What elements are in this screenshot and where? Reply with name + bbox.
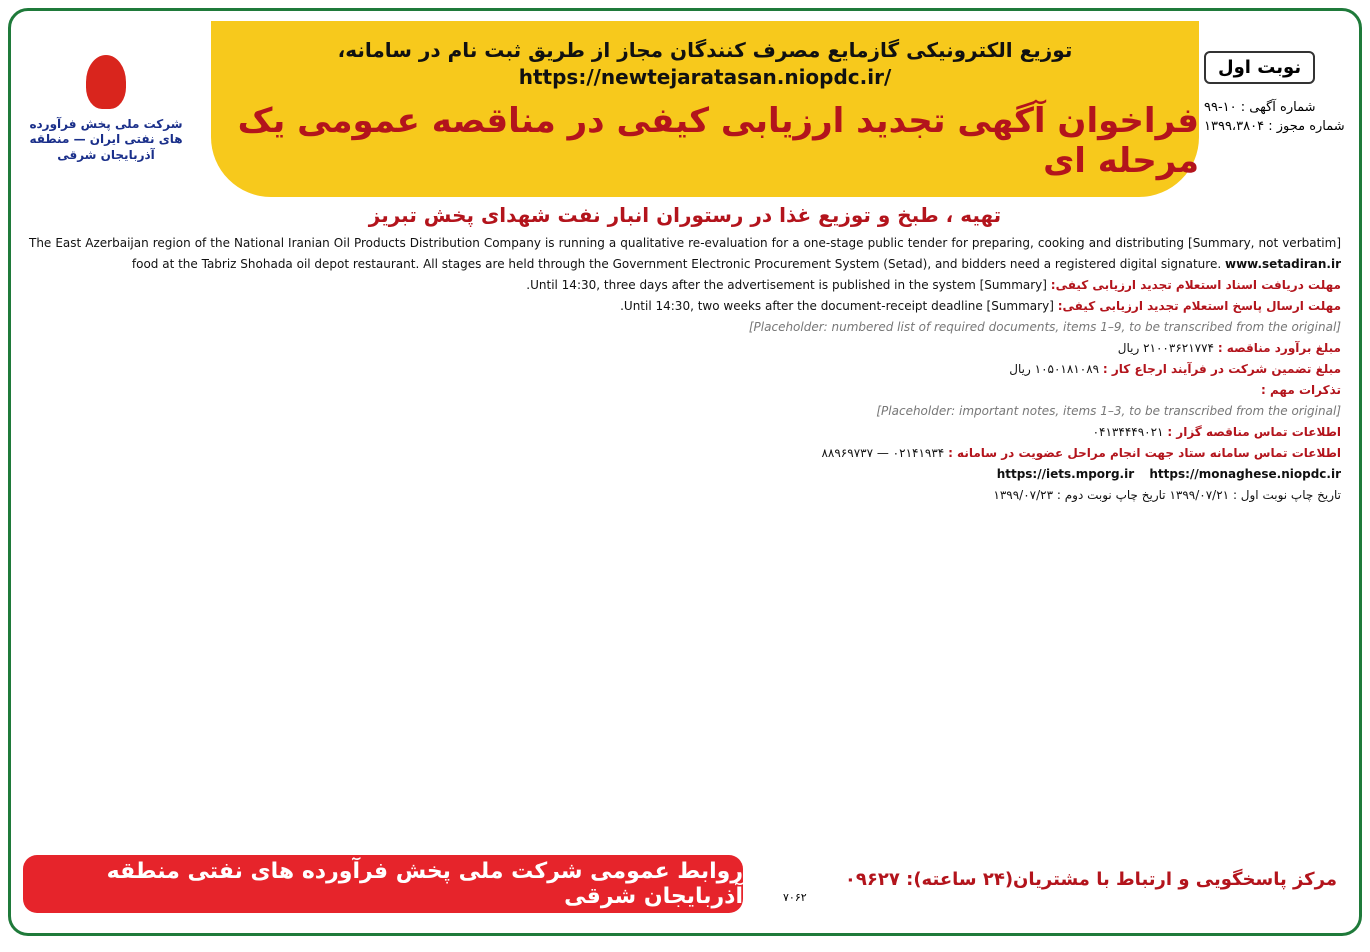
call-center: مرکز پاسخگویی و ارتباط با مشتریان(۲۴ ساعته): ۰۹۶۲۷ bbox=[844, 869, 1337, 890]
documents-list: [Placeholder: numbered list of required documents, items 1–9, to be transcribed from the original] bbox=[748, 320, 1341, 334]
meta-block bbox=[1204, 21, 1349, 197]
notes-heading: تذکرات مهم : bbox=[1261, 383, 1341, 397]
websites bbox=[29, 464, 1341, 485]
pr-banner: روابط عمومی شرکت ملی پخش فرآورده های نفتی منطقه آذربایجان شرقی bbox=[23, 855, 743, 913]
intro-summary: [Summary, not verbatim] The East Azerbaijan region of the National Iranian Oil Products Distribution Company is running a qualitative re-evaluation for a one-stage public tender for preparing, cooking and distributing food at the Tabriz Shohada oil depot restaurant. All stages are held through the Government Electronic Procurement System (Setad), and bidders need a registered digital signature. www.setadiran.ir bbox=[29, 236, 1342, 271]
page-title: فراخوان آگهی تجدید ارزیابی کیفی در مناقصه عمومی یک مرحله ای bbox=[237, 101, 1199, 181]
ad-code: ۷۰۶۲ bbox=[783, 891, 807, 904]
notes-list: [Placeholder: important notes, items 1–3, to be transcribed from the original] bbox=[876, 404, 1341, 418]
setad-url[interactable]: www.setadiran.ir bbox=[1224, 257, 1341, 271]
flame-icon bbox=[86, 55, 126, 109]
setad-contact: اطلاعات تماس سامانه ستاد جهت انجام مراحل عضویت در سامانه : ۰۲۱۴۱۹۳۴ — ۸۸۹۶۹۷۳۷ bbox=[821, 446, 1341, 460]
header-url[interactable]: https://newtejaratasan.niopdc.ir/ bbox=[518, 65, 892, 89]
deadline-send: مهلت ارسال پاسخ استعلام تجدید ارزیابی کیفی: [Summary] Until 14:30, two weeks after the document-receipt deadline. bbox=[620, 299, 1341, 313]
estimate: مبلغ برآورد مناقصه : ۲۱۰۰۳۶۲۱۷۷۴ ریال bbox=[1117, 341, 1341, 355]
site-iets[interactable]: https://iets.mporg.ir bbox=[996, 467, 1135, 481]
site-monaghese[interactable]: https://monaghese.niopdc.ir bbox=[1149, 467, 1341, 481]
header bbox=[21, 21, 1349, 197]
ad-number: شماره آگهی : ۱۰-۹۹ bbox=[1204, 100, 1316, 115]
deadline-receive: مهلت دریافت اسناد استعلام تجدید ارزیابی کیفی: [Summary] Until 14:30, three days after the advertisement is published in the system. bbox=[526, 278, 1341, 292]
tender-subject: تهیه ، طبخ و توزیع غذا در رستوران انبار نفت شهدای پخش تبریز bbox=[368, 203, 1002, 227]
guarantee: مبلغ تضمین شرکت در فرآیند ارجاع کار : ۱۰۵۰۱۸۱۰۸۹ ریال bbox=[1009, 362, 1341, 376]
ad-page bbox=[8, 8, 1362, 936]
footer bbox=[23, 855, 1347, 919]
logo-caption: شرکت ملی پخش فرآورده های نفتی ایران — منطقه آذربایجان شرقی bbox=[29, 116, 183, 162]
round-badge: نوبت اول bbox=[1204, 51, 1315, 84]
permit-number: شماره مجوز : ۱۳۹۹،۳۸۰۴ bbox=[1204, 119, 1345, 134]
print-dates: تاریخ چاپ نوبت اول : ۱۳۹۹/۰۷/۲۱ تاریخ چاپ نوبت دوم : ۱۳۹۹/۰۷/۲۳ bbox=[993, 488, 1341, 502]
title-banner bbox=[211, 21, 1199, 197]
header-subtitle: توزیع الکترونیکی گازمایع مصرف کنندگان مجاز از طریق ثبت نام در سامانه، bbox=[337, 38, 1073, 62]
company-logo bbox=[21, 21, 191, 197]
contact: اطلاعات تماس مناقصه گزار : ۰۴۱۳۴۴۴۹۰۲۱ bbox=[1092, 425, 1341, 439]
ad-body bbox=[29, 233, 1341, 837]
